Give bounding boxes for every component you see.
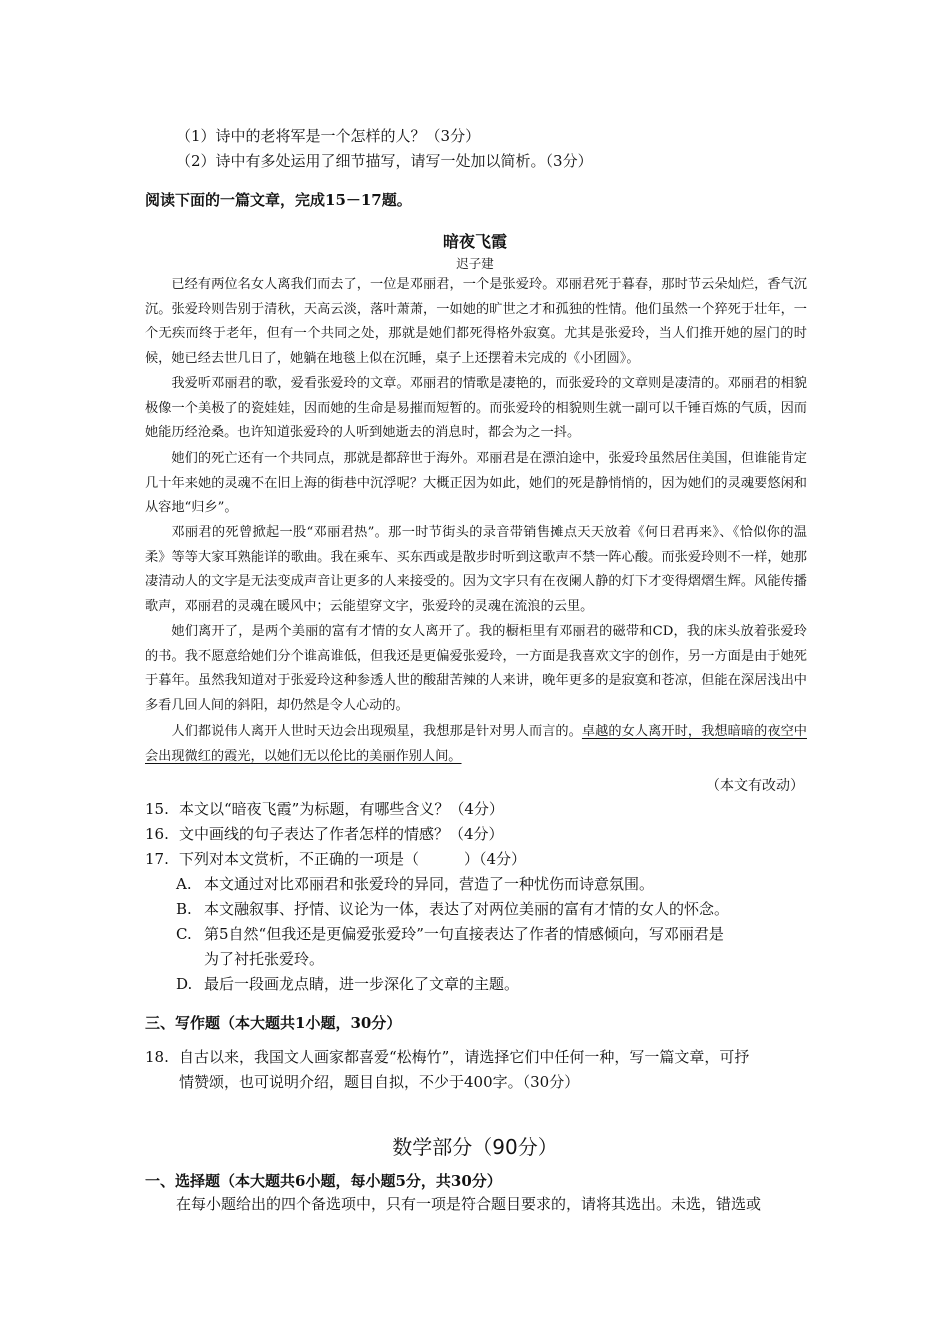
question-number: 15. <box>145 800 169 818</box>
option-d <box>176 975 519 993</box>
question-number: 18. <box>145 1048 169 1066</box>
writing-section-heading: 三、写作题（本大题共1小题，30分） <box>145 1014 402 1032</box>
question-18 <box>145 1048 749 1066</box>
article-paragraph-4: 邓丽君的死曾掀起一股“邓丽君热”。那一时节街头的录音带销售摊点天天放着《何日君再来》、《恰似你的温柔》等等大家耳熟能详的歌曲。我在乘车、买东西或是散步时听到这歌声不禁一阵心酸。而张爱玲则不一样，她那凄清动人的文字是无法变成声音让更多的人来接受的。因为文字只有在夜阑人静的灯下才变得熠熠生辉。风能传播歌声，邓丽君的灵魂在暖风中；云能望穿文字，张爱玲的灵魂在流浪的云里。 <box>145 525 807 615</box>
article-paragraph-5: 她们离开了，是两个美丽的富有才情的女人离开了。我的橱柜里有邓丽君的磁带和CD，我的床头放着张爱玲的书。我不愿意给她们分个谁高谁低，但我还是更偏爱张爱玲，一方面是我喜欢文字的创作，另一方面是由于她死于暮年。虽然我知道对于张爱玲这种参透人世的酸甜苦辣的人来讲，晚年更多的是寂寞和苍凉，但能在深居浅出中多看几回人间的斜阳，却仍然是令人心动的。 <box>145 624 807 714</box>
question-number: 17. <box>145 850 169 868</box>
article-paragraph-3: 她们的死亡还有一个共同点，那就是都辞世于海外。邓丽君是在漂泊途中，张爱玲虽然居住美国，但谁能肯定几十年来她的灵魂不在旧上海的街巷中沉浮呢？大概正因为如此，她们的死是静悄悄的，因为她们的灵魂要悠闲和从容地“归乡”。 <box>145 451 807 516</box>
question-text: 文中画线的句子表达了作者怎样的情感？（4分） <box>179 825 504 843</box>
prev-question-2: （2）诗中有多处运用了细节描写，请写一处加以简析。（3分） <box>176 152 593 170</box>
question-text: 本文以“暗夜飞霞”为标题，有哪些含义？（4分） <box>179 800 504 818</box>
math-part-title: 数学部分（90分） <box>392 1135 558 1159</box>
option-text: 本文通过对比邓丽君和张爱玲的异同，营造了一种忧伤而诗意氛围。 <box>204 875 655 893</box>
article-title: 暗夜飞霞 <box>442 232 507 251</box>
question-17 <box>145 850 526 868</box>
option-label: B. <box>176 900 192 918</box>
question-15 <box>145 800 504 818</box>
option-text: 本文融叙事、抒情、议论为一体，表达了对两位美丽的富有才情的女人的怀念。 <box>204 900 730 918</box>
article-author: 迟子建 <box>456 256 494 271</box>
article-paragraph-6 <box>145 720 807 769</box>
option-text: 最后一段画龙点睛，进一步深化了文章的主题。 <box>204 975 520 993</box>
math-instruction: 在每小题给出的四个备选项中，只有一项是符合题目要求的，请将其选出。未选，错选或 <box>176 1195 762 1213</box>
question-18-continued: 情赞颂，也可说明介绍，题目自拟，不少于400字。（30分） <box>179 1073 580 1091</box>
article-note: （本文有改动） <box>706 778 804 794</box>
option-c <box>176 925 724 943</box>
option-c-continued: 为了衬托张爱玲。 <box>204 950 325 968</box>
underlined-sentence: 卓越的女人离开时，我想暗暗的夜空中会出现微红的霞光，以她们无以伦比的美丽作别人间。 <box>145 724 807 764</box>
option-label: A. <box>176 875 192 893</box>
math-section-heading: 一、选择题（本大题共6小题，每小题5分，共30分） <box>145 1172 502 1190</box>
option-text: 第5自然“但我还是更偏爱张爱玲”一句直接表达了作者的情感倾向，写邓丽君是 <box>204 925 724 943</box>
reading-intro: 阅读下面的一篇文章，完成15－17题。 <box>145 191 412 209</box>
prev-question-1: （1）诗中的老将军是一个怎样的人？（3分） <box>176 127 481 145</box>
option-label: D. <box>176 975 193 993</box>
last-paragraph-text: 人们都说伟人离开人世时天边会出现殒星，我想那是针对男人而言的。 <box>171 724 582 739</box>
option-b <box>176 900 729 918</box>
option-a <box>176 875 654 893</box>
article-paragraph-1: 已经有两位名女人离我们而去了，一位是邓丽君，一个是张爱玲。邓丽君死于暮春，那时节云朵灿烂，香气沉沉。张爱玲则告别于清秋，天高云淡，落叶萧萧，一如她的旷世之才和孤独的性情。他们虽然一个猝死于壮年，一个无疾而终于老年，但有一个共同之处，那就是她们都死得格外寂寞。尤其是张爱玲，当人们推开她的屋门的时候，她已经去世几日了，她躺在地毯上似在沉睡，桌子上还摆着未完成的《小团圆》。 <box>145 277 807 367</box>
question-text: 自古以来，我国文人画家都喜爱“松梅竹”，请选择它们中任何一种，写一篇文章，可抒 <box>179 1048 750 1066</box>
option-label: C. <box>176 925 192 943</box>
question-text: 下列对本文赏析，不正确的一项是（ ）（4分） <box>179 850 527 868</box>
article-paragraph-2: 我爱听邓丽君的歌，爱看张爱玲的文章。邓丽君的情歌是凄艳的，而张爱玲的文章则是凄清的。邓丽君的相貌极像一个美极了的瓷娃娃，因而她的生命是易摧而短暂的。而张爱玲的相貌则生就一副可以千锤百炼的气质，因而她能历经沧桑。也许知道张爱玲的人听到她逝去的消息时，都会为之一抖。 <box>145 376 807 441</box>
question-number: 16. <box>145 825 169 843</box>
question-16 <box>145 825 504 843</box>
